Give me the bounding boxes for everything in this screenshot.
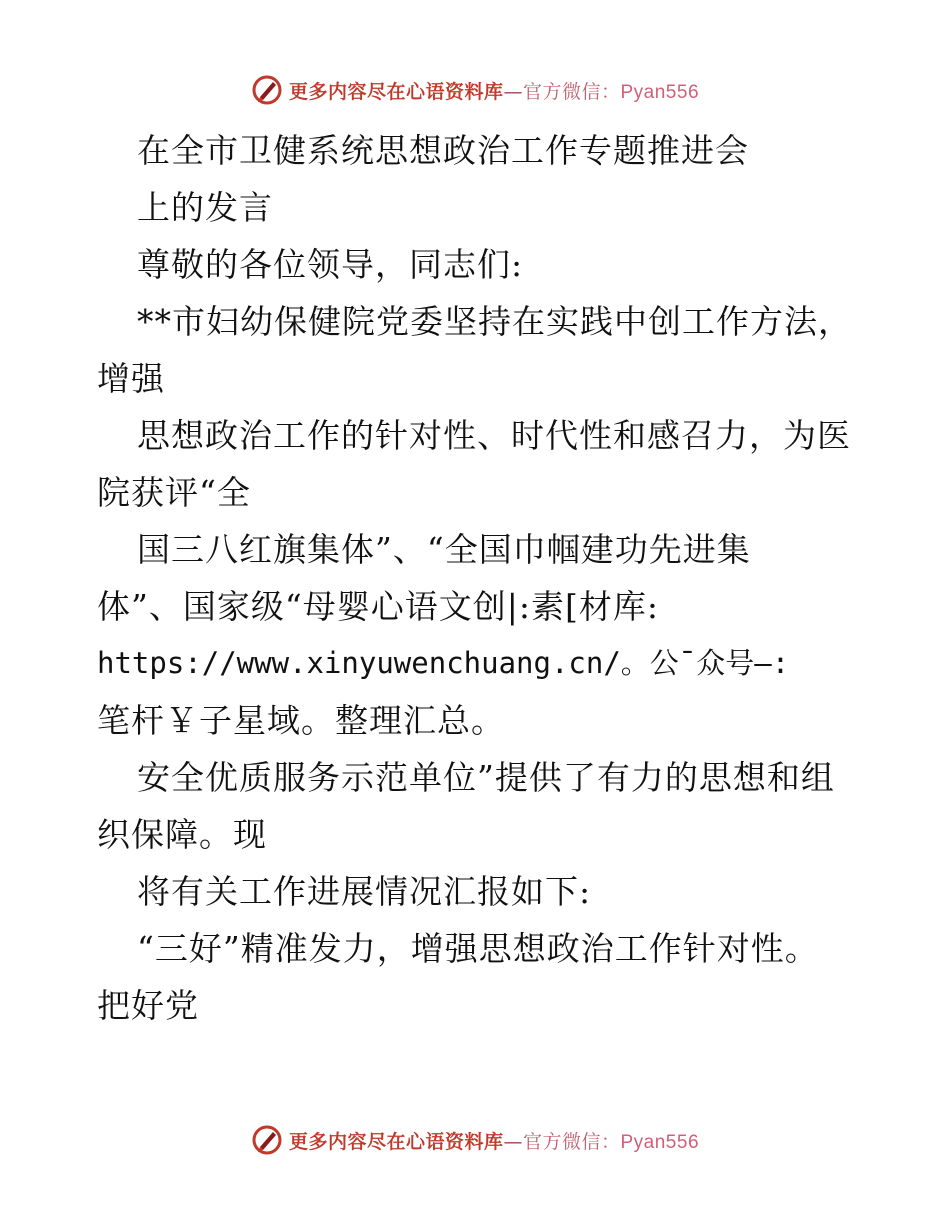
pen-logo-icon xyxy=(251,1124,283,1156)
banner-content xyxy=(251,74,699,106)
paragraph-line: 院获评“全 xyxy=(97,473,251,512)
paragraph-line: 体”、国家级“母婴心语文创|:素[材库: xyxy=(97,587,659,626)
url-line: https://www.xinyuwenchuang.cn/。公¯众号—: xyxy=(97,646,790,680)
header-banner xyxy=(0,70,950,110)
pen-logo-icon xyxy=(251,74,283,106)
title-line-2: 上的发言 xyxy=(137,188,273,227)
banner-wechat-label: 官方微信： xyxy=(522,1130,621,1153)
banner-wechat-id: Pyan556 xyxy=(620,81,700,103)
footer-banner xyxy=(0,1120,950,1160)
banner-brand: 更多内容尽在心语资料库 xyxy=(288,1130,504,1153)
document-body xyxy=(97,122,887,1034)
banner-text xyxy=(289,77,699,104)
banner-separator: — xyxy=(503,1130,523,1153)
banner-brand: 更多内容尽在心语资料库 xyxy=(288,80,504,103)
paragraph-line: “三好”精准发力，增强思想政治工作针对性。 xyxy=(137,929,819,968)
paragraph-line: **市妇幼保健院党委坚持在实践中创工作方法， xyxy=(137,302,852,341)
paragraph-line: 思想政治工作的针对性、时代性和感召力，为医 xyxy=(137,416,851,455)
banner-separator: — xyxy=(503,80,523,103)
paragraph-line: 国三八红旗集体”、“全国巾帼建功先进集 xyxy=(137,530,751,569)
banner-wechat-id: Pyan556 xyxy=(620,1131,700,1153)
title-line-1: 在全市卫健系统思想政治工作专题推进会 xyxy=(137,131,749,170)
salutation: 尊敬的各位领导，同志们: xyxy=(137,245,524,284)
paragraph-line: 增强 xyxy=(97,359,165,398)
banner-text xyxy=(289,1127,699,1154)
paragraph-line: 笔杆￥子星域。整理汇总。 xyxy=(97,701,505,740)
banner-content xyxy=(251,1124,699,1156)
paragraph-line: 安全优质服务示范单位”提供了有力的思想和组 xyxy=(137,758,835,797)
banner-wechat-label: 官方微信： xyxy=(522,80,621,103)
paragraph-line: 把好党 xyxy=(97,986,199,1025)
paragraph-line: 将有关工作进展情况汇报如下: xyxy=(137,872,592,911)
paragraph-line: 织保障。现 xyxy=(97,815,267,854)
